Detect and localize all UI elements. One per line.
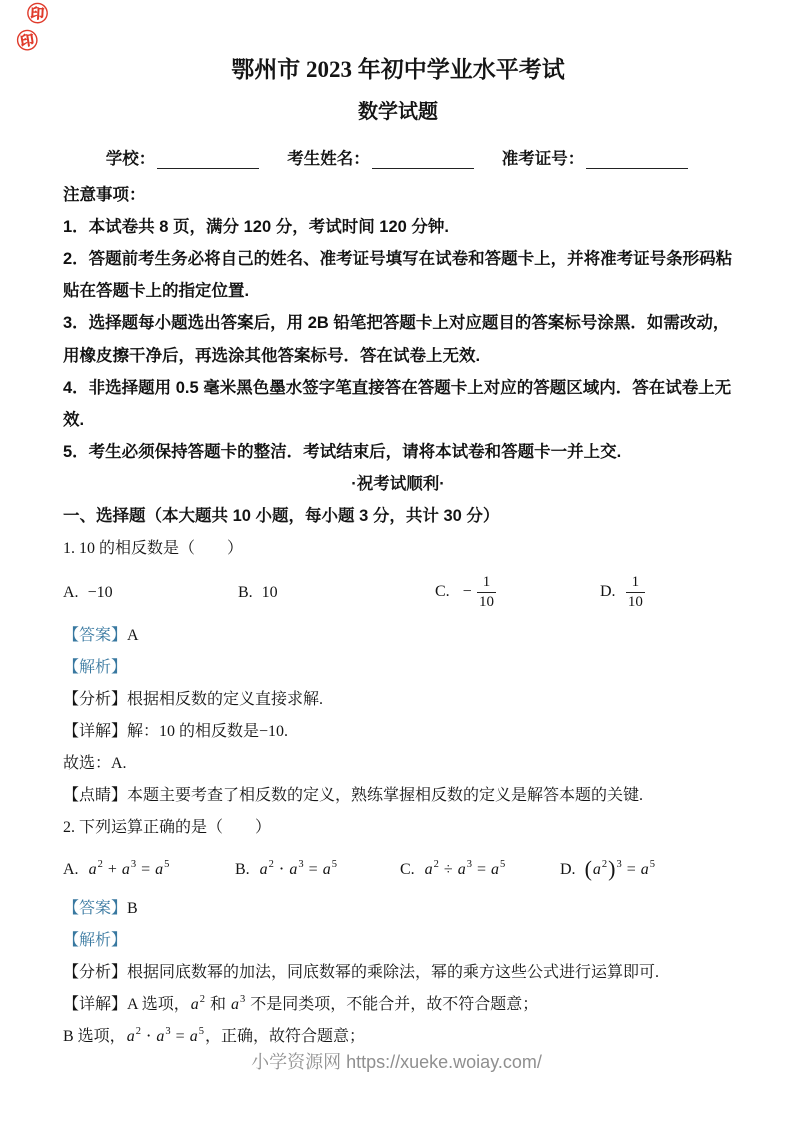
q1-answer-line <box>63 620 733 652</box>
q1-detail-text: 解：10 的相反数是−10. <box>127 722 289 740</box>
q1-detail-line <box>63 716 733 748</box>
q1-analysis-text: 根据相反数的定义直接求解. <box>127 690 324 708</box>
candidate-name-field <box>287 150 476 168</box>
q2-explain-line <box>63 925 733 957</box>
q2-detail-a-text: A 选项，$a^2$ 和 $a^3$ 不是同类项，不能合并，故不符合题意； <box>127 993 539 1013</box>
candidate-name-blank <box>372 153 474 169</box>
q1-explain-line <box>63 652 733 684</box>
q1-explain-label: 【解析】 <box>63 658 128 676</box>
candidate-fields-row <box>63 145 733 169</box>
q1-option-d <box>600 574 733 612</box>
q1-answer-value: A <box>127 626 139 644</box>
exam-title: 鄂州市 2023 年初中学业水平考试 <box>231 57 565 82</box>
exam-wish-line: ·祝考试顺利· <box>351 475 445 494</box>
q2-answer-value: B <box>127 899 138 917</box>
q2-analysis-line <box>63 957 733 989</box>
notice-block <box>63 179 733 469</box>
q1-note-text: 本题主要考查了相反数的定义，熟练掌握相反数的定义是解答本题的关键. <box>127 786 644 804</box>
q1-option-d-value: $\frac{1}{10}$ <box>625 583 647 600</box>
q1-option-a-label: A. <box>63 583 79 601</box>
seal-stamp-icon: ㊞ <box>26 1 49 27</box>
q1-note-label: 【点睛】 <box>63 786 128 804</box>
exam-subtitle: 数学试题 <box>358 100 438 123</box>
q1-option-c <box>435 574 600 612</box>
notice-item-1: 1．本试卷共 8 页，满分 120 分，考试时间 120 分钟. <box>63 217 450 236</box>
school-field-label: 学校： <box>105 149 156 168</box>
q1-option-b <box>238 584 435 602</box>
q2-solution-block <box>63 893 733 1053</box>
seal-stamp-icon: ㊞ <box>15 27 40 55</box>
school-field <box>106 150 262 168</box>
q2-option-d-label: D. <box>560 860 576 878</box>
q2-option-d <box>560 856 733 882</box>
q1-answer-label: 【答案】 <box>63 626 128 644</box>
school-field-blank <box>157 153 259 169</box>
notice-item-2: 2．答题前考生务必将自己的姓名、准考证号填写在试卷和答题卡上，并将准考证号条形码粘贴在答题卡上的指定位置. <box>63 250 733 301</box>
q2-option-c <box>400 859 560 879</box>
q2-option-c-label: C. <box>400 860 415 878</box>
section-title-choice: 一、选择题（本大题共 10 小题，每小题 3 分，共计 30 分） <box>63 507 500 526</box>
q2-detail-label: 【详解】 <box>63 995 128 1013</box>
q1-detail-label: 【详解】 <box>63 722 128 740</box>
q1-option-c-label: C. <box>435 583 450 601</box>
q1-solution-block <box>63 620 733 812</box>
q1-option-a-value: −10 <box>87 583 113 601</box>
admission-number-label: 准考证号： <box>501 149 585 168</box>
q1-option-a <box>63 584 238 602</box>
q2-option-a <box>63 859 235 879</box>
notice-heading: 注意事项： <box>63 185 146 204</box>
q2-option-a-value: $a^2 + a^3 = a^5$ <box>88 858 170 878</box>
q1-analysis-line <box>63 684 733 716</box>
candidate-name-label: 考生姓名： <box>287 149 370 168</box>
q2-detail-line-a <box>63 989 733 1021</box>
q1-conclusion-line: 故选：A. <box>63 754 127 772</box>
q1-stem: 1. 10 的相反数是（ ） <box>63 539 244 557</box>
q2-detail-b-text: B 选项，$a^2 \cdot a^3 = a^5$，正确，故符合题意； <box>63 1025 365 1045</box>
q2-answer-label: 【答案】 <box>63 899 128 917</box>
q2-answer-line <box>63 893 733 925</box>
site-watermark: 小学资源网 https://xueke.woiay.com/ <box>251 1052 542 1072</box>
q2-analysis-text: 根据同底数幂的加法，同底数幂的乘除法，幂的乘方这些公式进行运算即可. <box>127 963 660 981</box>
question-1 <box>63 533 733 812</box>
q1-options-row <box>63 567 733 619</box>
q1-option-b-value: 10 <box>261 583 278 601</box>
q1-option-c-value: − $\frac{1}{10}$ <box>459 583 498 600</box>
q2-option-b-label: B. <box>235 860 250 878</box>
q2-options-row <box>63 846 733 892</box>
admission-number-field <box>502 150 691 168</box>
admission-number-blank <box>586 153 688 169</box>
q2-option-a-label: A. <box>63 860 79 878</box>
q1-option-d-label: D. <box>600 583 616 601</box>
q2-option-c-value: $a^2 \div a^3 = a^5$ <box>424 858 506 878</box>
question-2 <box>63 812 733 1053</box>
q2-analysis-label: 【分析】 <box>63 963 128 981</box>
q2-option-d-value: $(a^2)^3 = a^5$ <box>584 855 655 881</box>
q2-option-b <box>235 859 400 879</box>
q2-stem: 2. 下列运算正确的是（ ） <box>63 818 272 836</box>
q2-explain-label: 【解析】 <box>63 931 128 949</box>
notice-item-4: 4．非选择题用 0.5 毫米黑色墨水签字笔直接答在答题卡上对应的答题区域内．答在试卷上无效. <box>63 378 732 429</box>
notice-item-3: 3．选择题每小题选出答案后，用 2B 铅笔把答题卡上对应题目的答案标号涂黑．如需改动，用橡皮擦干净后，再选涂其他答案标号．答在试卷上无效. <box>63 314 730 365</box>
q1-note-line <box>63 780 733 812</box>
q1-option-b-label: B. <box>238 583 253 601</box>
q1-analysis-label: 【分析】 <box>63 690 128 708</box>
q2-option-b-value: $a^2 \cdot a^3 = a^5$ <box>259 858 337 878</box>
notice-item-5: 5．考生必须保持答题卡的整洁．考试结束后，请将本试卷和答题卡一并上交. <box>63 443 622 462</box>
